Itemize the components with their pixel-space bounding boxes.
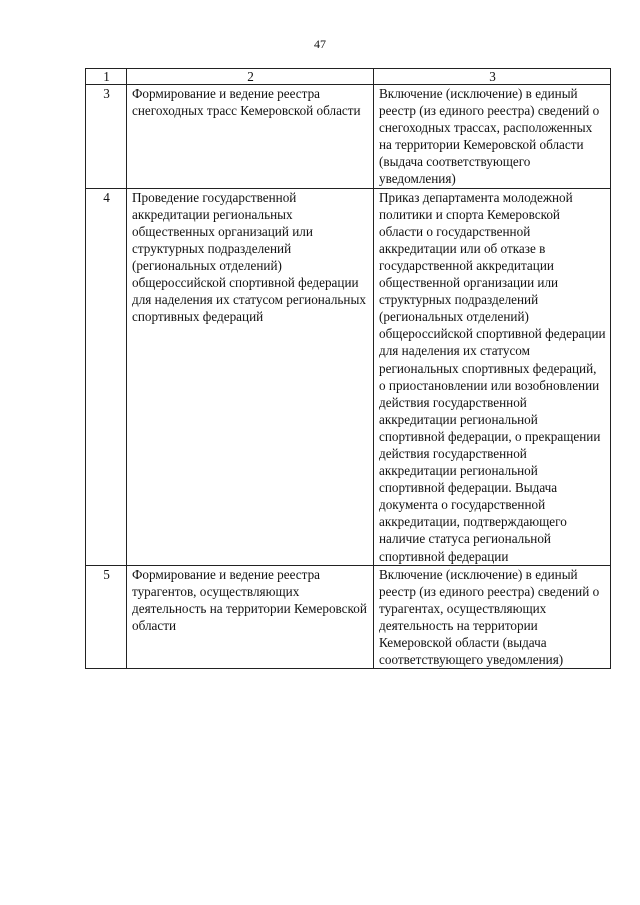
table-row <box>86 85 611 189</box>
service-name-cell: Формирование и ведение реестра турагентов, осуществляющих деятельность на территории Кемеровской области <box>127 565 374 669</box>
service-name-cell: Проведение государственной аккредитации региональных общественных организаций или структурных подразделений (региональных отделений) общероссийской спортивной федерации для наделения их статусом региональных спортивных федераций <box>127 188 374 565</box>
table-row <box>86 565 611 669</box>
service-result-cell: Включение (исключение) в единый реестр (из единого реестра) сведений о снегоходных трассах, расположенных на территории Кемеровской области (выдача соответствующего уведомления) <box>374 85 611 189</box>
table-header-row <box>86 69 611 85</box>
service-name-cell: Формирование и ведение реестра снегоходных трасс Кемеровской области <box>127 85 374 189</box>
service-result-cell: Включение (исключение) в единый реестр (из единого реестра) сведений о турагентах, осуществляющих деятельность на территории Кемеровской области (выдача соответствующего уведомления) <box>374 565 611 669</box>
row-number-cell: 4 <box>86 188 127 565</box>
column-number-header: 1 <box>86 69 127 85</box>
service-result-cell: Приказ департамента молодежной политики и спорта Кемеровской области о государственной аккредитации или об отказе в государственной аккредитации общественной организации или структурных подразделений (региональных отделений) общероссийской спортивной федерации для наделения их статусом региональных спортивных федераций, о приостановлении или возобновлении действия государственной аккредитации региональной спортивной федерации, о прекращении действия государственной аккредитации региональной спортивной федерации. Выдача документа о государственной аккредитации, подтверждающего наличие статуса региональной спортивной федерации <box>374 188 611 565</box>
column-number-header: 3 <box>374 69 611 85</box>
page-number: 47 <box>314 37 326 51</box>
services-table <box>85 68 611 669</box>
row-number-cell: 5 <box>86 565 127 669</box>
table-row <box>86 188 611 565</box>
row-number-cell: 3 <box>86 85 127 189</box>
column-number-header: 2 <box>127 69 374 85</box>
